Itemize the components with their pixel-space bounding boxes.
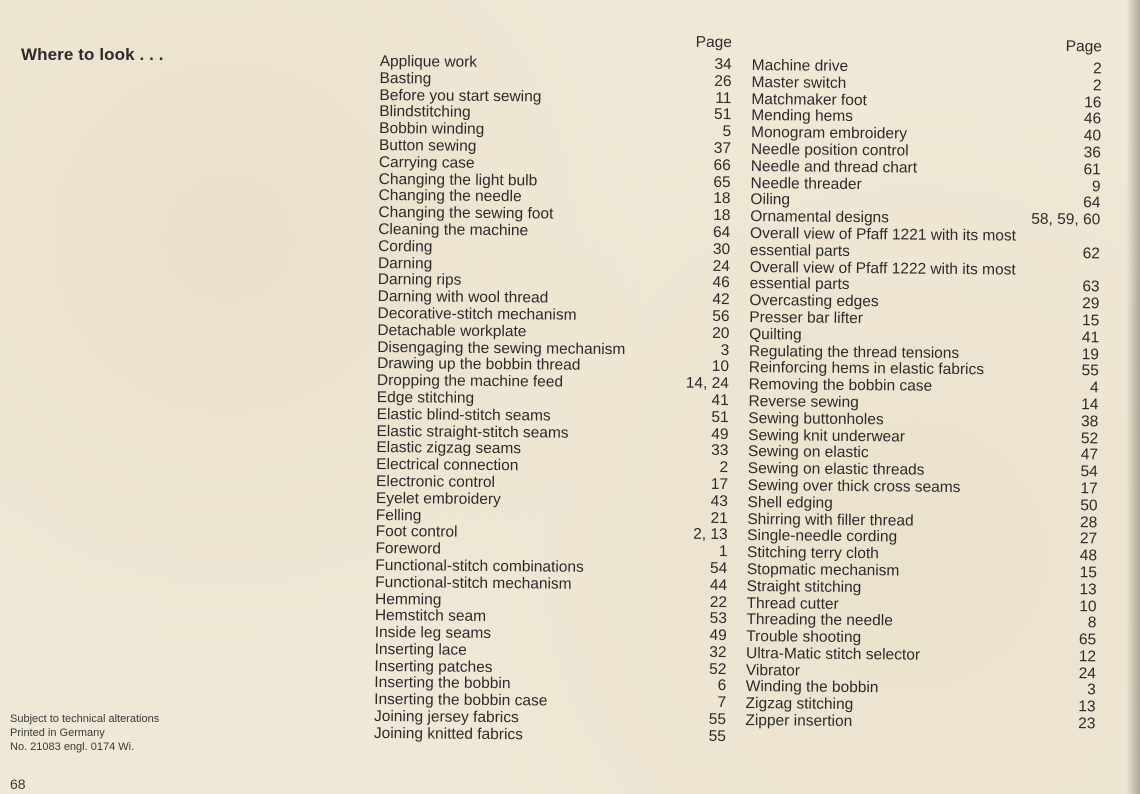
imprint-line: No. 21083 engl. 0174 Wi.	[10, 741, 135, 753]
index-term: Winding the bobbin	[745, 678, 879, 697]
index-page-ref: 66	[713, 156, 731, 174]
index-page-ref: 37	[713, 139, 732, 158]
index-page-ref: 2, 13	[693, 526, 728, 544]
index-page-ref: 55	[708, 727, 726, 745]
index-list	[374, 54, 732, 746]
index-term: Vibrator	[745, 661, 800, 680]
index-term: Stopmatic mechanism	[746, 560, 900, 580]
index-term: Changing the light bulb	[378, 170, 538, 189]
index-term: Changing the sewing foot	[378, 204, 554, 223]
index-page-ref: 36	[1083, 144, 1101, 162]
index-entry	[745, 713, 1095, 733]
index-page-ref: 28	[1080, 513, 1098, 531]
index-page-ref: 2	[1092, 77, 1102, 95]
index-page-ref: 40	[1083, 127, 1102, 145]
index-page-ref: 46	[712, 274, 730, 292]
index-term: Felling	[375, 506, 422, 524]
index-page-ref: 16	[1084, 93, 1102, 111]
index-entry	[380, 54, 732, 74]
index-page-ref: 49	[711, 425, 729, 443]
index-term: Monogram embroidery	[750, 124, 908, 143]
index-term: Elastic straight-stitch seams	[376, 422, 569, 442]
index-column-2	[745, 36, 1102, 733]
index-term: Inserting the bobbin case	[374, 691, 548, 710]
index-term: Dropping the machine feed	[376, 372, 564, 391]
index-term: Overall view of Pfaff 1222 with its most	[749, 258, 1016, 279]
index-page-ref: 61	[1083, 160, 1101, 179]
index-column-1	[374, 32, 732, 746]
index-page-ref: 29	[1082, 295, 1100, 313]
index-page-ref: 12	[1078, 648, 1097, 666]
index-page-ref: 64	[712, 223, 731, 242]
index-page-ref: 33	[711, 442, 729, 460]
index-term: Button sewing	[378, 136, 477, 155]
index-page-ref: 52	[1080, 429, 1099, 447]
index-term: Quilting	[749, 325, 802, 344]
book-spine-shadow	[1126, 0, 1140, 794]
index-term: Master switch	[751, 73, 847, 92]
index-page-ref: 65	[713, 173, 731, 191]
index-page-ref: 9	[1091, 177, 1101, 195]
index-term: Inserting the bobbin	[374, 674, 511, 693]
index-term: Shirring with filler thread	[747, 510, 914, 530]
index-page-ref: 55	[1081, 362, 1099, 380]
index-term: Detachable workplate	[377, 321, 527, 341]
index-page-ref: 15	[1081, 312, 1100, 330]
page-column-header: Page	[1065, 38, 1102, 56]
index-page-ref: 51	[711, 408, 729, 426]
index-term: Foreword	[375, 540, 442, 558]
index-term: Needle threader	[750, 174, 862, 193]
index-term: Machine drive	[751, 56, 849, 75]
index-term: Before you start sewing	[379, 86, 542, 106]
index-term: Stitching terry cloth	[746, 544, 879, 563]
index-term: Needle position control	[750, 140, 909, 160]
index-page-ref: 10	[711, 358, 730, 376]
index-page-ref: 48	[1079, 547, 1098, 565]
index-term: Matchmaker foot	[751, 90, 867, 109]
index-term: Foot control	[375, 523, 458, 542]
index-term: Reinforcing hems in elastic fabrics	[748, 359, 985, 379]
index-term: Needle and thread chart	[750, 157, 918, 177]
index-page-ref: 14, 24	[685, 374, 730, 393]
index-term: Sewing over thick cross seams	[747, 476, 961, 496]
index-term: Regulating the thread tensions	[748, 342, 960, 362]
index-page-ref: 38	[1080, 412, 1099, 431]
index-term: Ornamental designs	[750, 208, 890, 227]
index-page-ref: 53	[709, 610, 727, 628]
index-term: Elastic blind-stitch seams	[376, 405, 551, 425]
index-page-ref: 32	[709, 643, 727, 661]
index-term: Reverse sewing	[748, 392, 859, 411]
index-entry	[374, 726, 726, 746]
index-term: Hemstitch seam	[374, 607, 487, 626]
index-term: Joining jersey fabrics	[373, 708, 519, 727]
index-term: Elastic zigzag seams	[376, 439, 522, 458]
index-page-ref: 51	[713, 106, 732, 124]
index-page-ref: 13	[1079, 580, 1097, 599]
index-term: Zipper insertion	[745, 712, 853, 731]
index-term: Threading the needle	[746, 611, 893, 630]
page-number: 68	[10, 776, 26, 792]
index-page-ref	[1090, 263, 1100, 280]
index-term: Sewing buttonholes	[748, 409, 884, 429]
index-page-ref: 18	[713, 207, 731, 225]
index-page-ref: 46	[1083, 110, 1102, 128]
index-page-ref: 10	[1079, 597, 1097, 615]
index-page-ref: 17	[1080, 480, 1098, 498]
index-term: Disengaging the sewing mechanism	[377, 338, 626, 358]
index-term: Darning with wool thread	[377, 288, 549, 307]
index-page-ref: 23	[1078, 715, 1096, 733]
index-page-ref: 58, 59, 60	[1031, 210, 1101, 229]
index-page-ref: 3	[1087, 681, 1096, 699]
index-term: Electrical connection	[376, 456, 519, 475]
index-page-ref: 49	[709, 626, 727, 645]
page-column-header: Page	[695, 33, 732, 52]
index-page-ref: 43	[710, 492, 728, 510]
imprint-line: Printed in Germany	[10, 727, 105, 739]
index-page-ref: 24	[712, 257, 731, 275]
index-page-ref: 14	[1081, 396, 1099, 414]
index-term: Functional-stitch combinations	[375, 556, 584, 576]
index-term: essential parts	[749, 275, 850, 294]
index-page-ref: 30	[712, 240, 731, 258]
index-page-ref: 42	[712, 291, 730, 309]
index-term: Changing the needle	[378, 187, 522, 206]
index-term: Inserting patches	[374, 657, 493, 676]
imprint-line: Subject to technical alterations	[10, 713, 160, 725]
index-term: Functional-stitch mechanism	[375, 573, 572, 593]
index-term: Bobbin winding	[379, 120, 485, 139]
index-term: Applique work	[379, 52, 478, 71]
index-page-ref: 19	[1081, 345, 1100, 363]
index-term: Sewing on elastic	[747, 443, 869, 462]
index-term: Blindstitching	[379, 103, 471, 122]
index-page-ref: 15	[1079, 564, 1097, 582]
index-page-ref: 56	[712, 307, 730, 326]
index-term: Decorative-stitch mechanism	[377, 304, 577, 324]
index-term: Eyelet embroidery	[375, 489, 501, 508]
index-page-ref	[1090, 229, 1100, 246]
index-page-ref: 27	[1079, 530, 1098, 548]
index-page-ref: 41	[711, 391, 729, 409]
index-page-ref: 2	[1092, 60, 1102, 78]
index-page-ref: 34	[714, 55, 732, 74]
imprint	[10, 712, 159, 754]
index-term: Inserting lace	[374, 640, 467, 659]
index-term: Carrying case	[378, 153, 475, 172]
index-page-ref: 65	[1078, 631, 1097, 649]
index-page-ref: 8	[1087, 614, 1097, 632]
index-term: Cleaning the machine	[378, 220, 529, 240]
index-term: Ultra-Matic stitch selector	[745, 644, 921, 664]
index-term: Single-needle cording	[747, 527, 898, 546]
index-page-ref: 50	[1080, 496, 1098, 515]
index-page-ref: 11	[715, 89, 732, 107]
index-term: Darning rips	[377, 271, 462, 290]
index-page-ref: 54	[710, 559, 728, 577]
index-term: Darning	[377, 254, 433, 273]
index-page-ref: 13	[1078, 698, 1096, 716]
index-page-ref: 22	[709, 593, 728, 611]
index-term: Drawing up the bobbin thread	[377, 355, 581, 375]
index-page-ref: 52	[709, 660, 727, 678]
index-term: essential parts	[749, 241, 850, 260]
index-term: Overall view of Pfaff 1221 with its most	[750, 224, 1017, 245]
index-page-ref: 54	[1080, 463, 1098, 481]
index-page-ref: 3	[720, 341, 730, 359]
index-term: Mending hems	[751, 107, 853, 126]
index-page-ref: 7	[717, 694, 727, 712]
index-term: Sewing on elastic threads	[747, 460, 925, 479]
index-page-ref: 24	[1078, 664, 1096, 683]
index-page-ref: 18	[713, 190, 731, 208]
index-page-ref: 20	[712, 324, 730, 342]
index-term: Basting	[379, 69, 432, 88]
index-term: Electronic control	[376, 472, 496, 491]
index-page-ref: 55	[708, 710, 727, 729]
index-term: Presser bar lifter	[749, 308, 864, 328]
index-term: Straight stitching	[746, 577, 862, 596]
index-term: Oiling	[750, 191, 791, 209]
index-term: Thread cutter	[746, 594, 839, 613]
index-term: Edge stitching	[376, 388, 475, 407]
index-page-ref: 6	[717, 677, 727, 695]
index-term: Hemming	[374, 590, 442, 609]
index-page-ref: 4	[1089, 379, 1099, 397]
index-page-ref: 2	[719, 459, 729, 477]
index-term: Overcasting edges	[749, 292, 879, 311]
index-page-ref: 44	[709, 576, 728, 594]
index-list	[745, 58, 1101, 733]
index-page-ref: 17	[710, 475, 729, 493]
index-page-ref: 41	[1081, 328, 1100, 347]
index-page-ref: 1	[718, 543, 728, 561]
page-heading: Where to look . . .	[21, 45, 164, 64]
index-term: Inside leg seams	[374, 624, 492, 643]
index-term: Sewing knit underwear	[748, 426, 906, 446]
index-term: Zigzag stitching	[745, 695, 854, 714]
index-page-ref: 63	[1082, 278, 1100, 296]
index-term: Removing the bobbin case	[748, 376, 933, 395]
index-term: Joining knitted fabrics	[373, 724, 524, 744]
index-entry	[750, 176, 1100, 196]
index-page-ref: 26	[714, 72, 732, 90]
index-page-ref: 5	[722, 123, 732, 141]
index-page-ref: 47	[1080, 446, 1099, 464]
index-page-ref: 62	[1082, 244, 1101, 263]
index-page-ref: 64	[1083, 194, 1101, 212]
index-term: Trouble shooting	[746, 628, 862, 647]
index-term: Shell edging	[747, 493, 833, 512]
index-entry	[376, 491, 728, 511]
index-term: Cording	[378, 237, 433, 256]
index-page-ref: 21	[710, 509, 728, 527]
